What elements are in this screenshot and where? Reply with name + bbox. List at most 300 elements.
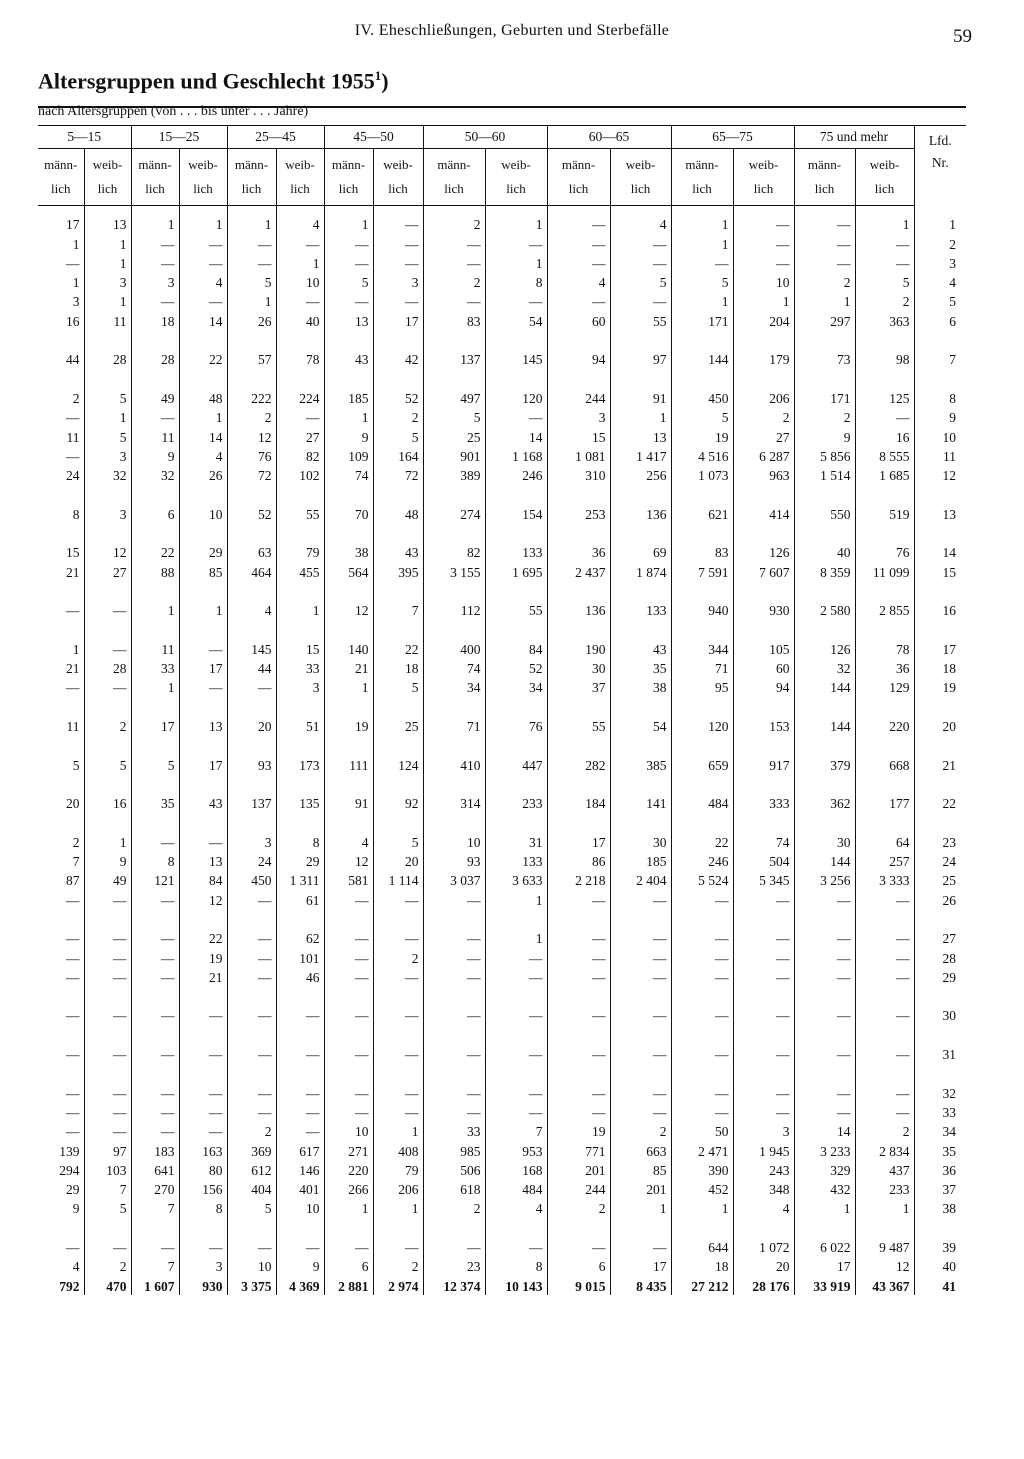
- spacer-cell: [131, 696, 179, 715]
- table-cell: 13: [610, 426, 671, 445]
- table-cell: 2 580: [794, 600, 855, 619]
- table-cell: —: [84, 1121, 131, 1140]
- table-cell: —: [671, 1102, 733, 1121]
- table-cell: 57: [227, 349, 276, 368]
- table-cell: —: [373, 1005, 423, 1024]
- table-cell: 484: [485, 1179, 547, 1198]
- table-cell: —: [276, 1082, 324, 1101]
- spacer-cell: [324, 619, 373, 638]
- table-cell: 17: [179, 658, 227, 677]
- table-cell: 1: [179, 407, 227, 426]
- table-cell: —: [671, 967, 733, 986]
- spacer-cell: [423, 812, 485, 831]
- table-cell: 112: [423, 600, 485, 619]
- table-cell: —: [324, 1237, 373, 1256]
- table-cell: 137: [227, 793, 276, 812]
- spacer-cell: [38, 1217, 84, 1236]
- table-cell: 6: [547, 1256, 610, 1275]
- table-cell: 4: [547, 272, 610, 291]
- age-group-header: 5—15: [38, 126, 131, 149]
- table-cell: 37: [547, 677, 610, 696]
- spacer-cell: [610, 735, 671, 754]
- table-row: [38, 832, 966, 851]
- table-cell: 171: [794, 388, 855, 407]
- table-cell: 1: [794, 291, 855, 310]
- spacer-cell: [610, 484, 671, 503]
- table-cell: —: [84, 1237, 131, 1256]
- table-cell: 8: [38, 503, 84, 522]
- spacer-cell: [373, 1063, 423, 1082]
- table-cell: 333: [733, 793, 794, 812]
- table-cell: 1 168: [485, 446, 547, 465]
- table-cell: 1 514: [794, 465, 855, 484]
- table-cell: —: [373, 1102, 423, 1121]
- spacer-cell: [855, 986, 914, 1005]
- table-cell: 1 081: [547, 446, 610, 465]
- table-cell: 11: [131, 639, 179, 658]
- table-cell: —: [179, 1102, 227, 1121]
- spacer-cell: [423, 909, 485, 928]
- spacer-cell: [547, 909, 610, 928]
- table-cell: —: [276, 1102, 324, 1121]
- table-cell: 1: [794, 1198, 855, 1217]
- table-cell: 266: [324, 1179, 373, 1198]
- table-cell: 4: [38, 1256, 84, 1275]
- spacer-cell: [610, 523, 671, 542]
- table-cell: 1 072: [733, 1237, 794, 1256]
- table-cell: 1: [671, 291, 733, 310]
- table-cell: 985: [423, 1140, 485, 1159]
- row-number: 9: [949, 410, 956, 426]
- table-cell: 2: [38, 832, 84, 851]
- row-number: 4: [949, 275, 956, 291]
- table-row: [38, 870, 966, 889]
- table-cell: 3 333: [855, 870, 914, 889]
- spacer-cell: [373, 523, 423, 542]
- lfd-nr-header: Lfd. Nr.: [928, 133, 952, 170]
- spacer-cell: [733, 986, 794, 1005]
- table-cell: 21: [179, 967, 227, 986]
- table-cell: —: [179, 1121, 227, 1140]
- table-cell: —: [227, 1082, 276, 1101]
- table-cell: 124: [373, 754, 423, 773]
- table-cell: 16: [855, 426, 914, 445]
- table-cell: 51: [276, 716, 324, 735]
- spacer-cell: [671, 735, 733, 754]
- table-cell: —: [324, 233, 373, 252]
- table-cell: 29: [38, 1179, 84, 1198]
- table-cell: —: [423, 291, 485, 310]
- table-cell: 5: [227, 1198, 276, 1217]
- table-cell: 204: [733, 310, 794, 329]
- table-row: [38, 503, 966, 522]
- table-cell: 3: [373, 272, 423, 291]
- table-cell: —: [855, 1005, 914, 1024]
- spacer-cell: [38, 581, 84, 600]
- table-cell: —: [324, 1005, 373, 1024]
- spacer-cell: [610, 812, 671, 831]
- row-number: 15: [942, 564, 956, 580]
- table-cell: —: [794, 233, 855, 252]
- table-cell: 177: [855, 793, 914, 812]
- table-cell: 1 073: [671, 465, 733, 484]
- spacer-cell: [610, 1217, 671, 1236]
- table-cell: —: [179, 639, 227, 658]
- spacer-row: [38, 774, 966, 793]
- table-cell: 30: [610, 832, 671, 851]
- table-cell: 10: [276, 1198, 324, 1217]
- male-header: männ- lich: [227, 149, 276, 206]
- table-cell: —: [324, 1102, 373, 1121]
- table-row: [38, 716, 966, 735]
- table-cell: 17: [547, 832, 610, 851]
- spacer-cell: [610, 986, 671, 1005]
- table-cell: 6 022: [794, 1237, 855, 1256]
- table-cell: 1: [855, 206, 914, 234]
- spacer-cell: [733, 368, 794, 387]
- table-cell: 4 369: [276, 1275, 324, 1294]
- table-cell: —: [733, 253, 794, 272]
- table-cell: 20: [373, 851, 423, 870]
- table-cell: —: [610, 1082, 671, 1101]
- table-row: [38, 206, 966, 234]
- spacer-cell: [84, 1063, 131, 1082]
- table-cell: 52: [227, 503, 276, 522]
- table-cell: 14: [179, 426, 227, 445]
- table-cell: —: [324, 928, 373, 947]
- table-cell: 1: [179, 600, 227, 619]
- table-cell: —: [855, 233, 914, 252]
- spacer-cell: [423, 986, 485, 1005]
- table-cell: 1: [485, 928, 547, 947]
- table-cell: —: [84, 1005, 131, 1024]
- table-cell: —: [423, 233, 485, 252]
- table-cell: 22: [373, 639, 423, 658]
- table-cell: —: [423, 947, 485, 966]
- table-cell: —: [38, 1237, 84, 1256]
- spacer-cell: [276, 484, 324, 503]
- spacer-cell: [610, 619, 671, 638]
- table-cell: 19: [547, 1121, 610, 1140]
- table-cell: 1: [276, 253, 324, 272]
- table-cell: 12: [179, 889, 227, 908]
- row-number: 38: [942, 1201, 956, 1217]
- table-cell: 9: [84, 851, 131, 870]
- table-cell: 82: [276, 446, 324, 465]
- table-cell: 71: [671, 658, 733, 677]
- table-cell: 2: [733, 407, 794, 426]
- table-cell: 11: [38, 716, 84, 735]
- table-cell: 1: [84, 291, 131, 310]
- table-cell: —: [131, 1237, 179, 1256]
- table-cell: 79: [276, 542, 324, 561]
- table-cell: 144: [794, 677, 855, 696]
- spacer-cell: [131, 986, 179, 1005]
- table-cell: 121: [131, 870, 179, 889]
- table-cell: 78: [276, 349, 324, 368]
- female-header: weib- lich: [84, 149, 131, 206]
- table-cell: 120: [671, 716, 733, 735]
- spacer-cell: [547, 986, 610, 1005]
- table-cell: 310: [547, 465, 610, 484]
- table-cell: 164: [373, 446, 423, 465]
- table-cell: —: [179, 1044, 227, 1063]
- table-cell: 54: [485, 310, 547, 329]
- spacer-cell: [179, 1217, 227, 1236]
- spacer-cell: [227, 909, 276, 928]
- row-number: 16: [942, 603, 956, 619]
- spacer-cell: [794, 774, 855, 793]
- table-cell: 2: [227, 407, 276, 426]
- table-cell: —: [131, 967, 179, 986]
- spacer-cell: [547, 735, 610, 754]
- table-row: [38, 465, 966, 484]
- row-number: 39: [942, 1240, 956, 1256]
- table-cell: 190: [547, 639, 610, 658]
- table-cell: 38: [610, 677, 671, 696]
- spacer-cell: [914, 909, 966, 928]
- table-cell: 414: [733, 503, 794, 522]
- spacer-cell: [547, 619, 610, 638]
- table-cell: 26: [227, 310, 276, 329]
- table-row: [38, 1044, 966, 1063]
- table-cell: —: [84, 1082, 131, 1101]
- table-cell: —: [610, 253, 671, 272]
- table-cell: 60: [733, 658, 794, 677]
- table-cell: 9: [794, 426, 855, 445]
- table-cell: 9: [276, 1256, 324, 1275]
- spacer-cell: [794, 1217, 855, 1236]
- table-cell: —: [733, 967, 794, 986]
- table-cell: —: [373, 233, 423, 252]
- table-cell: —: [671, 947, 733, 966]
- row-number: 27: [942, 931, 956, 947]
- table-cell: 408: [373, 1140, 423, 1159]
- table-cell: 6: [324, 1256, 373, 1275]
- table-cell: 1: [324, 206, 373, 234]
- table-cell: 10 143: [485, 1275, 547, 1294]
- spacer-cell: [84, 696, 131, 715]
- table-cell: —: [84, 967, 131, 986]
- table-cell: 94: [547, 349, 610, 368]
- male-header: männ- lich: [38, 149, 84, 206]
- table-cell: 3 037: [423, 870, 485, 889]
- table-cell: 8: [131, 851, 179, 870]
- table-cell: 10: [423, 832, 485, 851]
- table-cell: 1: [324, 407, 373, 426]
- spacer-cell: [179, 909, 227, 928]
- spacer-cell: [914, 581, 966, 600]
- title-close: ): [381, 68, 389, 94]
- spacer-cell: [547, 484, 610, 503]
- table-cell: 7 607: [733, 561, 794, 580]
- spacer-cell: [794, 986, 855, 1005]
- table-cell: —: [547, 889, 610, 908]
- female-header: weib- lich: [373, 149, 423, 206]
- table-cell: 13: [179, 716, 227, 735]
- table-cell: 5: [373, 832, 423, 851]
- table-cell: 2 881: [324, 1275, 373, 1294]
- table-cell: —: [855, 1102, 914, 1121]
- table-cell: 506: [423, 1160, 485, 1179]
- table-cell: 6 287: [733, 446, 794, 465]
- spacer-cell: [373, 581, 423, 600]
- table-cell: 2: [84, 716, 131, 735]
- table-cell: 5: [373, 677, 423, 696]
- table-cell: —: [423, 1044, 485, 1063]
- table-cell: 1: [324, 1198, 373, 1217]
- age-group-header: 60—65: [547, 126, 671, 149]
- table-cell: 8 359: [794, 561, 855, 580]
- age-group-header: 25—45: [227, 126, 324, 149]
- table-cell: —: [276, 233, 324, 252]
- table-cell: 95: [671, 677, 733, 696]
- table-cell: 5: [373, 426, 423, 445]
- table-cell: —: [131, 928, 179, 947]
- table-cell: 497: [423, 388, 485, 407]
- table-cell: 201: [547, 1160, 610, 1179]
- spacer-cell: [373, 619, 423, 638]
- age-group-header: 65—75: [671, 126, 794, 149]
- table-cell: 136: [547, 600, 610, 619]
- spacer-cell: [179, 330, 227, 349]
- table-cell: 43: [324, 349, 373, 368]
- table-cell: 32: [131, 465, 179, 484]
- table-cell: 183: [131, 1140, 179, 1159]
- table-cell: —: [227, 1005, 276, 1024]
- table-cell: —: [373, 889, 423, 908]
- table-cell: 14: [179, 310, 227, 329]
- table-cell: 7: [131, 1198, 179, 1217]
- table-cell: —: [38, 677, 84, 696]
- table-cell: 23: [423, 1256, 485, 1275]
- spacer-cell: [84, 909, 131, 928]
- table-cell: 437: [855, 1160, 914, 1179]
- table-cell: —: [179, 291, 227, 310]
- female-header: weib- lich: [276, 149, 324, 206]
- table-cell: —: [855, 1044, 914, 1063]
- table-cell: 612: [227, 1160, 276, 1179]
- table-cell: —: [276, 1044, 324, 1063]
- table-cell: 17: [131, 716, 179, 735]
- spacer-row: [38, 1217, 966, 1236]
- age-group-header: 50—60: [423, 126, 547, 149]
- table-cell: —: [38, 1102, 84, 1121]
- spacer-row: [38, 1063, 966, 1082]
- table-cell: 48: [373, 503, 423, 522]
- table-cell: 76: [855, 542, 914, 561]
- table-cell: 54: [610, 716, 671, 735]
- footnote-mark: 1: [374, 68, 382, 83]
- table-cell: 455: [276, 561, 324, 580]
- spacer-cell: [610, 368, 671, 387]
- table-cell: —: [373, 206, 423, 234]
- table-cell: 139: [38, 1140, 84, 1159]
- table-cell: 21: [324, 658, 373, 677]
- table-cell: 282: [547, 754, 610, 773]
- spacer-cell: [131, 812, 179, 831]
- table-cell: 3 375: [227, 1275, 276, 1294]
- spacer-cell: [373, 909, 423, 928]
- sex-header-row: [38, 149, 966, 206]
- table-cell: —: [324, 291, 373, 310]
- row-number: 34: [942, 1124, 956, 1140]
- table-cell: —: [38, 446, 84, 465]
- table-cell: 379: [794, 754, 855, 773]
- table-cell: 1 114: [373, 870, 423, 889]
- table-cell: 4: [485, 1198, 547, 1217]
- table-cell: —: [733, 233, 794, 252]
- spacer-cell: [914, 986, 966, 1005]
- table-cell: 141: [610, 793, 671, 812]
- female-header: weib- lich: [179, 149, 227, 206]
- spacer-cell: [38, 619, 84, 638]
- table-cell: 1: [485, 206, 547, 234]
- table-cell: 4: [276, 206, 324, 234]
- spacer-cell: [671, 696, 733, 715]
- table-cell: 185: [324, 388, 373, 407]
- table-cell: 79: [373, 1160, 423, 1179]
- row-number: 21: [942, 757, 956, 773]
- spacer-cell: [373, 696, 423, 715]
- table-cell: 88: [131, 561, 179, 580]
- table-cell: 36: [547, 542, 610, 561]
- table-cell: 3: [227, 832, 276, 851]
- table-cell: 22: [179, 349, 227, 368]
- table-cell: 297: [794, 310, 855, 329]
- table-cell: 206: [733, 388, 794, 407]
- spacer-cell: [276, 1024, 324, 1043]
- table-cell: —: [547, 1237, 610, 1256]
- spacer-cell: [671, 330, 733, 349]
- female-header: weib- lich: [855, 149, 914, 206]
- table-cell: 1: [610, 407, 671, 426]
- running-head: IV. Eheschließungen, Geburten und Sterbefälle: [354, 22, 670, 39]
- table-cell: 395: [373, 561, 423, 580]
- table-cell: —: [179, 233, 227, 252]
- table-cell: 792: [38, 1275, 84, 1294]
- table-cell: 120: [485, 388, 547, 407]
- table-cell: 930: [733, 600, 794, 619]
- spacer-cell: [485, 484, 547, 503]
- table-cell: —: [855, 947, 914, 966]
- spacer-cell: [324, 484, 373, 503]
- spacer-cell: [179, 368, 227, 387]
- table-cell: 74: [324, 465, 373, 484]
- spacer-cell: [131, 774, 179, 793]
- table-row: [38, 677, 966, 696]
- male-header: männ- lich: [423, 149, 485, 206]
- female-header: weib- lich: [610, 149, 671, 206]
- table-cell: —: [733, 206, 794, 234]
- table-row: [38, 658, 966, 677]
- table-cell: 27: [84, 561, 131, 580]
- table-cell: —: [276, 291, 324, 310]
- spacer-row: [38, 330, 966, 349]
- spacer-cell: [276, 735, 324, 754]
- spacer-cell: [671, 1063, 733, 1082]
- table-cell: 94: [733, 677, 794, 696]
- table-cell: 49: [131, 388, 179, 407]
- row-number: 12: [942, 468, 956, 484]
- table-cell: 76: [227, 446, 276, 465]
- table-cell: 98: [855, 349, 914, 368]
- table-cell: —: [423, 1237, 485, 1256]
- table-cell: 62: [276, 928, 324, 947]
- spacer-cell: [485, 1024, 547, 1043]
- table-cell: 35: [131, 793, 179, 812]
- spacer-cell: [855, 1063, 914, 1082]
